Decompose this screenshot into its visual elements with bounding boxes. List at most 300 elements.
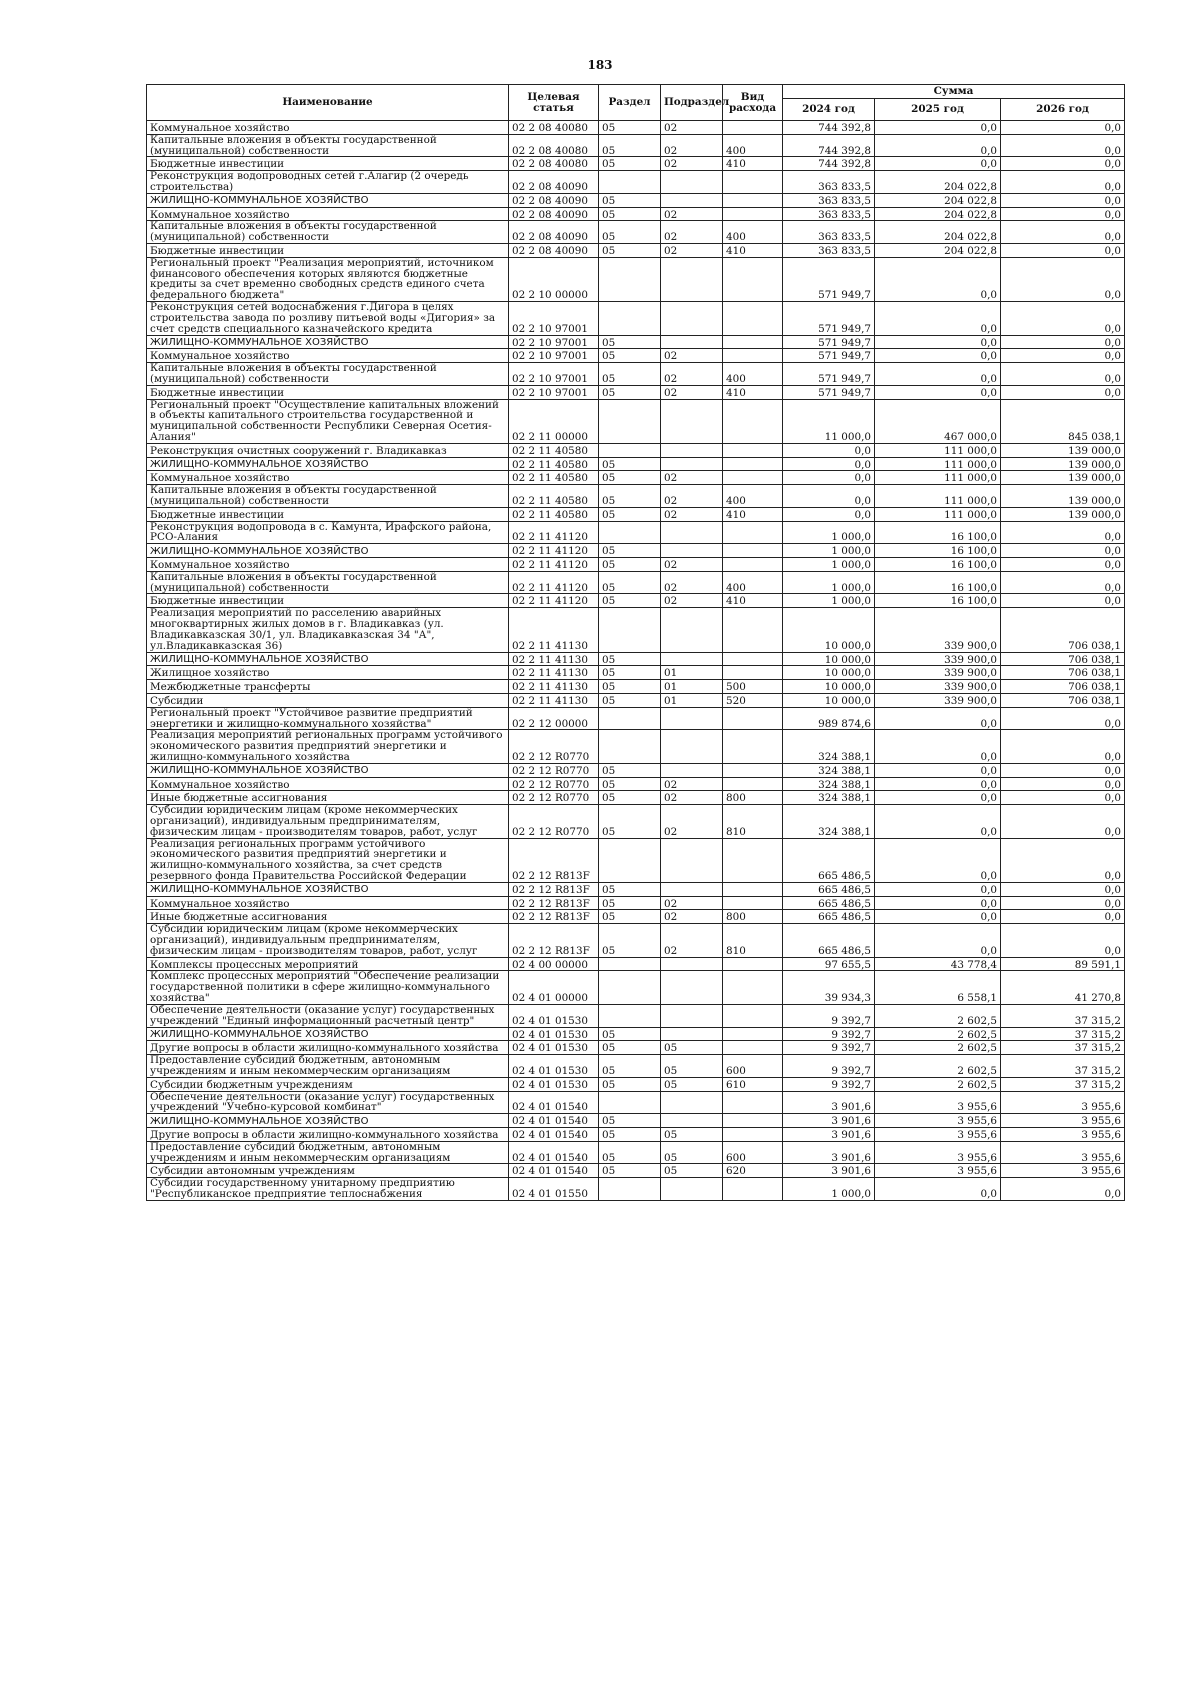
cell-2026: 0,0 — [1001, 302, 1125, 335]
cell-2026: 0,0 — [1001, 730, 1125, 763]
cell-2026: 706 038,1 — [1001, 608, 1125, 652]
cell-2026: 0,0 — [1001, 924, 1125, 957]
cell-2024: 363 833,5 — [783, 221, 875, 244]
cell-2024: 10 000,0 — [783, 652, 875, 666]
cell-2024: 39 934,3 — [783, 971, 875, 1004]
cell-code: 02 2 11 41130 — [509, 680, 599, 694]
cell-kind — [723, 257, 783, 301]
cell-subsection: 05 — [661, 1041, 723, 1055]
cell-section — [599, 957, 661, 971]
cell-section — [599, 443, 661, 457]
cell-2025: 339 900,0 — [875, 666, 1001, 680]
cell-2024: 363 833,5 — [783, 171, 875, 194]
cell-section: 05 — [599, 221, 661, 244]
cell-section: 05 — [599, 363, 661, 386]
cell-2024: 1 000,0 — [783, 544, 875, 558]
cell-name: Межбюджетные трансферты — [147, 680, 509, 694]
table-row — [147, 471, 1125, 485]
header-subsection: Подраздел — [661, 85, 723, 121]
cell-2024: 3 901,6 — [783, 1164, 875, 1178]
cell-section — [599, 707, 661, 730]
cell-code: 02 4 01 01530 — [509, 1027, 599, 1041]
cell-name: Капитальные вложения в объекты государственной (муниципальной) собственности — [147, 221, 509, 244]
cell-kind: 620 — [723, 1164, 783, 1178]
cell-subsection: 02 — [661, 157, 723, 171]
cell-2025: 0,0 — [875, 363, 1001, 386]
cell-2026: 0,0 — [1001, 257, 1125, 301]
cell-name: Реализация региональных программ устойчивого экономического развития предприятий энергетики и жилищно-коммунального хозяйства, за счет средств резервного фонда Правительства Российской Федерации — [147, 838, 509, 882]
cell-code: 02 2 11 41130 — [509, 693, 599, 707]
cell-2025: 0,0 — [875, 157, 1001, 171]
cell-kind: 500 — [723, 680, 783, 694]
cell-subsection: 05 — [661, 1164, 723, 1178]
cell-kind: 600 — [723, 1055, 783, 1078]
cell-subsection: 02 — [661, 805, 723, 838]
cell-section — [599, 1178, 661, 1201]
cell-name: Региональный проект "Осуществление капитальных вложений в объекты капитального строительства государственной и муниципальной собственности Республики Северная Осетия-Алания" — [147, 399, 509, 443]
cell-name: Субсидии юридическим лицам (кроме некоммерческих организаций), индивидуальным предпринимателям, физическим лицам - производителям товаров, работ, услуг — [147, 805, 509, 838]
cell-2025: 0,0 — [875, 134, 1001, 157]
cell-2025: 2 602,5 — [875, 1041, 1001, 1055]
cell-subsection: 01 — [661, 693, 723, 707]
cell-2024: 9 392,7 — [783, 1077, 875, 1091]
cell-name: Обеспечение деятельности (оказание услуг) государственных учреждений "Единый информационный расчетный центр" — [147, 1004, 509, 1027]
cell-kind — [723, 457, 783, 471]
table-row — [147, 399, 1125, 443]
cell-code: 02 4 01 01530 — [509, 1055, 599, 1078]
table-row — [147, 594, 1125, 608]
cell-2025: 339 900,0 — [875, 608, 1001, 652]
cell-section: 05 — [599, 385, 661, 399]
cell-2026: 3 955,6 — [1001, 1091, 1125, 1114]
table-row — [147, 335, 1125, 349]
cell-2025: 111 000,0 — [875, 507, 1001, 521]
cell-name: Реконструкция сетей водоснабжения г.Дигора в целях строительства завода по розливу питьевой воды «Дигория» за счет средств специального казначейского кредита — [147, 302, 509, 335]
cell-2024: 744 392,8 — [783, 157, 875, 171]
table-row — [147, 507, 1125, 521]
cell-kind — [723, 1127, 783, 1141]
table-row — [147, 171, 1125, 194]
cell-section: 05 — [599, 544, 661, 558]
cell-2024: 3 901,6 — [783, 1114, 875, 1128]
cell-code: 02 4 01 01530 — [509, 1004, 599, 1027]
cell-section: 05 — [599, 680, 661, 694]
cell-kind — [723, 1041, 783, 1055]
cell-subsection: 02 — [661, 134, 723, 157]
cell-subsection: 01 — [661, 680, 723, 694]
cell-code: 02 2 11 41120 — [509, 594, 599, 608]
table-row — [147, 882, 1125, 896]
cell-code: 02 2 12 R0770 — [509, 730, 599, 763]
cell-subsection — [661, 399, 723, 443]
table-row — [147, 838, 1125, 882]
cell-kind — [723, 335, 783, 349]
cell-kind — [723, 349, 783, 363]
cell-name: Капитальные вложения в объекты государственной (муниципальной) собственности — [147, 571, 509, 594]
cell-2024: 10 000,0 — [783, 693, 875, 707]
cell-2026: 0,0 — [1001, 896, 1125, 910]
cell-2025: 204 022,8 — [875, 207, 1001, 221]
table-row — [147, 896, 1125, 910]
cell-kind: 410 — [723, 507, 783, 521]
cell-section: 05 — [599, 507, 661, 521]
cell-name: Коммунальное хозяйство — [147, 896, 509, 910]
cell-2024: 3 901,6 — [783, 1127, 875, 1141]
cell-kind — [723, 558, 783, 572]
table-row — [147, 193, 1125, 207]
cell-2025: 0,0 — [875, 791, 1001, 805]
cell-section — [599, 1091, 661, 1114]
cell-kind — [723, 521, 783, 544]
cell-name: ЖИЛИЩНО-КОММУНАЛЬНОЕ ХОЗЯЙСТВО — [147, 1027, 509, 1041]
cell-2026: 3 955,6 — [1001, 1127, 1125, 1141]
cell-subsection — [661, 730, 723, 763]
cell-subsection: 02 — [661, 207, 723, 221]
cell-2024: 1 000,0 — [783, 594, 875, 608]
cell-2026: 139 000,0 — [1001, 471, 1125, 485]
cell-2024: 324 388,1 — [783, 730, 875, 763]
cell-name: ЖИЛИЩНО-КОММУНАЛЬНОЕ ХОЗЯЙСТВО — [147, 457, 509, 471]
cell-2025: 0,0 — [875, 763, 1001, 777]
table-row — [147, 443, 1125, 457]
cell-code: 02 4 01 01530 — [509, 1041, 599, 1055]
cell-subsection — [661, 193, 723, 207]
cell-section: 05 — [599, 882, 661, 896]
cell-code: 02 2 08 40080 — [509, 134, 599, 157]
cell-code: 02 2 12 R0770 — [509, 805, 599, 838]
table-body — [147, 121, 1125, 1201]
cell-2026: 0,0 — [1001, 121, 1125, 135]
cell-2026: 0,0 — [1001, 207, 1125, 221]
cell-2025: 0,0 — [875, 707, 1001, 730]
cell-name: Обеспечение деятельности (оказание услуг) государственных учреждений "Учебно-курсовой комбинат" — [147, 1091, 509, 1114]
cell-subsection: 05 — [661, 1055, 723, 1078]
cell-2025: 0,0 — [875, 335, 1001, 349]
cell-2025: 0,0 — [875, 349, 1001, 363]
cell-code: 02 2 11 41120 — [509, 521, 599, 544]
cell-subsection — [661, 1004, 723, 1027]
cell-2026: 0,0 — [1001, 777, 1125, 791]
cell-2026: 0,0 — [1001, 791, 1125, 805]
cell-subsection: 02 — [661, 385, 723, 399]
cell-kind: 410 — [723, 244, 783, 258]
budget-table — [146, 84, 1125, 1201]
cell-section: 05 — [599, 558, 661, 572]
cell-code: 02 2 11 40580 — [509, 507, 599, 521]
table-row — [147, 924, 1125, 957]
cell-section — [599, 257, 661, 301]
header-section: Раздел — [599, 85, 661, 121]
cell-2025: 16 100,0 — [875, 558, 1001, 572]
cell-name: Субсидии государственному унитарному предприятию "Республиканское предприятие теплоснабжения — [147, 1178, 509, 1201]
page-number: 183 — [587, 58, 613, 72]
cell-kind: 800 — [723, 910, 783, 924]
cell-section: 05 — [599, 471, 661, 485]
cell-subsection: 02 — [661, 594, 723, 608]
cell-2024: 324 388,1 — [783, 791, 875, 805]
cell-2026: 139 000,0 — [1001, 485, 1125, 508]
cell-2026: 37 315,2 — [1001, 1077, 1125, 1091]
cell-2024: 363 833,5 — [783, 193, 875, 207]
cell-section: 05 — [599, 457, 661, 471]
cell-section: 05 — [599, 121, 661, 135]
cell-2025: 111 000,0 — [875, 443, 1001, 457]
cell-2026: 0,0 — [1001, 882, 1125, 896]
cell-2026: 706 038,1 — [1001, 652, 1125, 666]
cell-subsection — [661, 1027, 723, 1041]
cell-code: 02 2 11 41120 — [509, 571, 599, 594]
cell-2024: 665 486,5 — [783, 924, 875, 957]
cell-subsection: 02 — [661, 485, 723, 508]
cell-2024: 324 388,1 — [783, 777, 875, 791]
cell-2025: 111 000,0 — [875, 485, 1001, 508]
cell-2025: 339 900,0 — [875, 652, 1001, 666]
table-row — [147, 730, 1125, 763]
cell-2025: 339 900,0 — [875, 680, 1001, 694]
cell-name: Жилищное хозяйство — [147, 666, 509, 680]
cell-code: 02 2 10 97001 — [509, 349, 599, 363]
cell-code: 02 2 10 97001 — [509, 363, 599, 386]
cell-2026: 0,0 — [1001, 544, 1125, 558]
cell-subsection — [661, 1114, 723, 1128]
cell-2024: 10 000,0 — [783, 608, 875, 652]
cell-section: 05 — [599, 1027, 661, 1041]
table-row — [147, 910, 1125, 924]
cell-name: Бюджетные инвестиции — [147, 157, 509, 171]
cell-2026: 37 315,2 — [1001, 1027, 1125, 1041]
cell-section: 05 — [599, 896, 661, 910]
cell-2026: 0,0 — [1001, 571, 1125, 594]
cell-subsection: 02 — [661, 571, 723, 594]
cell-subsection — [661, 608, 723, 652]
cell-code: 02 2 11 41130 — [509, 652, 599, 666]
cell-subsection: 01 — [661, 666, 723, 680]
cell-kind — [723, 882, 783, 896]
cell-section: 05 — [599, 1141, 661, 1164]
cell-2026: 0,0 — [1001, 349, 1125, 363]
cell-2025: 3 955,6 — [875, 1091, 1001, 1114]
cell-name: Комплексы процессных мероприятий — [147, 957, 509, 971]
cell-subsection: 05 — [661, 1141, 723, 1164]
cell-subsection — [661, 763, 723, 777]
cell-code: 02 2 11 40580 — [509, 457, 599, 471]
cell-code: 02 4 01 00000 — [509, 971, 599, 1004]
cell-subsection — [661, 971, 723, 1004]
cell-2025: 0,0 — [875, 777, 1001, 791]
cell-2025: 204 022,8 — [875, 244, 1001, 258]
cell-code: 02 4 01 01540 — [509, 1091, 599, 1114]
cell-subsection: 02 — [661, 507, 723, 521]
table-row — [147, 157, 1125, 171]
cell-2025: 0,0 — [875, 385, 1001, 399]
cell-2025: 43 778,4 — [875, 957, 1001, 971]
cell-code: 02 2 11 40580 — [509, 485, 599, 508]
cell-2026: 0,0 — [1001, 763, 1125, 777]
cell-subsection: 02 — [661, 558, 723, 572]
cell-2025: 0,0 — [875, 302, 1001, 335]
cell-2026: 3 955,6 — [1001, 1164, 1125, 1178]
cell-section: 05 — [599, 666, 661, 680]
cell-2026: 0,0 — [1001, 385, 1125, 399]
cell-name: Предоставление субсидий бюджетным, автономным учреждениям и иным некоммерческим организациям — [147, 1055, 509, 1078]
table-row — [147, 244, 1125, 258]
cell-subsection — [661, 957, 723, 971]
cell-name: Реконструкция водопровода в с. Камунта, Ирафского района, РСО-Алания — [147, 521, 509, 544]
cell-name: Капитальные вложения в объекты государственной (муниципальной) собственности — [147, 485, 509, 508]
cell-subsection: 02 — [661, 221, 723, 244]
cell-kind — [723, 207, 783, 221]
cell-code: 02 2 11 41130 — [509, 666, 599, 680]
table-row — [147, 571, 1125, 594]
cell-name: Реализация мероприятий по расселению аварийных многоквартирных жилых домов в г. Владикавказ (ул. Владикавказская 30/1, ул. Владикавказская 34 "А", ул.Владикавказская 36) — [147, 608, 509, 652]
cell-name: ЖИЛИЩНО-КОММУНАЛЬНОЕ ХОЗЯЙСТВО — [147, 882, 509, 896]
cell-2026: 0,0 — [1001, 134, 1125, 157]
cell-name: Субсидии — [147, 693, 509, 707]
table-row — [147, 1027, 1125, 1041]
table-row — [147, 971, 1125, 1004]
cell-subsection — [661, 707, 723, 730]
cell-2024: 571 949,7 — [783, 257, 875, 301]
cell-2026: 0,0 — [1001, 910, 1125, 924]
cell-kind — [723, 443, 783, 457]
cell-code: 02 2 12 R813F — [509, 896, 599, 910]
cell-section: 05 — [599, 134, 661, 157]
cell-2025: 16 100,0 — [875, 544, 1001, 558]
cell-subsection — [661, 443, 723, 457]
cell-2026: 706 038,1 — [1001, 693, 1125, 707]
cell-kind — [723, 471, 783, 485]
cell-section: 05 — [599, 1164, 661, 1178]
cell-section: 05 — [599, 791, 661, 805]
table-row — [147, 349, 1125, 363]
cell-code: 02 4 01 01550 — [509, 1178, 599, 1201]
cell-subsection: 02 — [661, 791, 723, 805]
cell-2026: 139 000,0 — [1001, 507, 1125, 521]
cell-section: 05 — [599, 1114, 661, 1128]
table-row — [147, 257, 1125, 301]
table-row — [147, 791, 1125, 805]
cell-name: Другие вопросы в области жилищно-коммунального хозяйства — [147, 1041, 509, 1055]
cell-subsection — [661, 335, 723, 349]
cell-kind — [723, 1004, 783, 1027]
cell-2024: 324 388,1 — [783, 805, 875, 838]
cell-name: ЖИЛИЩНО-КОММУНАЛЬНОЕ ХОЗЯЙСТВО — [147, 335, 509, 349]
cell-subsection: 02 — [661, 121, 723, 135]
cell-section: 05 — [599, 349, 661, 363]
cell-subsection — [661, 171, 723, 194]
cell-section: 05 — [599, 193, 661, 207]
table-row — [147, 957, 1125, 971]
cell-2025: 3 955,6 — [875, 1141, 1001, 1164]
cell-2024: 97 655,5 — [783, 957, 875, 971]
cell-2024: 989 874,6 — [783, 707, 875, 730]
cell-2024: 324 388,1 — [783, 763, 875, 777]
cell-subsection — [661, 1091, 723, 1114]
cell-2026: 0,0 — [1001, 558, 1125, 572]
cell-code: 02 2 10 97001 — [509, 385, 599, 399]
cell-name: Реконструкция водопроводных сетей г.Алагир (2 очередь строительства) — [147, 171, 509, 194]
table-row — [147, 707, 1125, 730]
header-2024: 2024 год — [783, 99, 875, 121]
cell-2025: 0,0 — [875, 1178, 1001, 1201]
cell-name: ЖИЛИЩНО-КОММУНАЛЬНОЕ ХОЗЯЙСТВО — [147, 193, 509, 207]
cell-2024: 11 000,0 — [783, 399, 875, 443]
cell-kind: 400 — [723, 134, 783, 157]
table-row — [147, 221, 1125, 244]
cell-section: 05 — [599, 763, 661, 777]
cell-2025: 6 558,1 — [875, 971, 1001, 1004]
cell-2025: 467 000,0 — [875, 399, 1001, 443]
cell-2024: 1 000,0 — [783, 571, 875, 594]
cell-name: Субсидии бюджетным учреждениям — [147, 1077, 509, 1091]
cell-2025: 16 100,0 — [875, 571, 1001, 594]
cell-name: Коммунальное хозяйство — [147, 121, 509, 135]
table-row — [147, 805, 1125, 838]
cell-2026: 0,0 — [1001, 171, 1125, 194]
cell-code: 02 4 01 01530 — [509, 1077, 599, 1091]
table-row — [147, 1164, 1125, 1178]
cell-subsection: 02 — [661, 363, 723, 386]
cell-2025: 2 602,5 — [875, 1055, 1001, 1078]
cell-2025: 0,0 — [875, 121, 1001, 135]
cell-name: Комплекс процессных мероприятий "Обеспечение реализации государственной политики в сфере жилищно-коммунального хозяйства" — [147, 971, 509, 1004]
cell-kind: 400 — [723, 485, 783, 508]
table-row — [147, 1114, 1125, 1128]
cell-section: 05 — [599, 1077, 661, 1091]
cell-subsection — [661, 521, 723, 544]
cell-kind — [723, 838, 783, 882]
cell-subsection — [661, 652, 723, 666]
cell-code: 02 2 08 40080 — [509, 157, 599, 171]
cell-subsection — [661, 838, 723, 882]
cell-code: 02 2 10 97001 — [509, 302, 599, 335]
cell-2026: 37 315,2 — [1001, 1055, 1125, 1078]
cell-name: Реконструкция очистных сооружений г. Владикавказ — [147, 443, 509, 457]
cell-subsection — [661, 1178, 723, 1201]
cell-2024: 1 000,0 — [783, 1178, 875, 1201]
cell-2025: 0,0 — [875, 730, 1001, 763]
cell-subsection: 02 — [661, 471, 723, 485]
cell-kind — [723, 608, 783, 652]
cell-2025: 0,0 — [875, 924, 1001, 957]
cell-kind: 810 — [723, 805, 783, 838]
cell-subsection — [661, 457, 723, 471]
cell-2026: 845 038,1 — [1001, 399, 1125, 443]
table-row — [147, 652, 1125, 666]
cell-code: 02 2 12 R813F — [509, 910, 599, 924]
cell-name: Бюджетные инвестиции — [147, 385, 509, 399]
cell-2026: 706 038,1 — [1001, 680, 1125, 694]
table-row — [147, 1041, 1125, 1055]
cell-2025: 204 022,8 — [875, 193, 1001, 207]
cell-kind: 810 — [723, 924, 783, 957]
cell-code: 02 2 08 40080 — [509, 121, 599, 135]
header-2026: 2026 год — [1001, 99, 1125, 121]
table-row — [147, 693, 1125, 707]
cell-code: 02 4 01 01540 — [509, 1164, 599, 1178]
cell-2026: 0,0 — [1001, 244, 1125, 258]
cell-2024: 3 901,6 — [783, 1091, 875, 1114]
cell-section — [599, 730, 661, 763]
cell-2025: 339 900,0 — [875, 693, 1001, 707]
cell-2024: 571 949,7 — [783, 349, 875, 363]
cell-code: 02 2 11 41130 — [509, 608, 599, 652]
header-code: Целевая статья — [509, 85, 599, 121]
cell-code: 02 2 10 00000 — [509, 257, 599, 301]
cell-name: Бюджетные инвестиции — [147, 507, 509, 521]
cell-2026: 0,0 — [1001, 521, 1125, 544]
cell-name: ЖИЛИЩНО-КОММУНАЛЬНОЕ ХОЗЯЙСТВО — [147, 763, 509, 777]
